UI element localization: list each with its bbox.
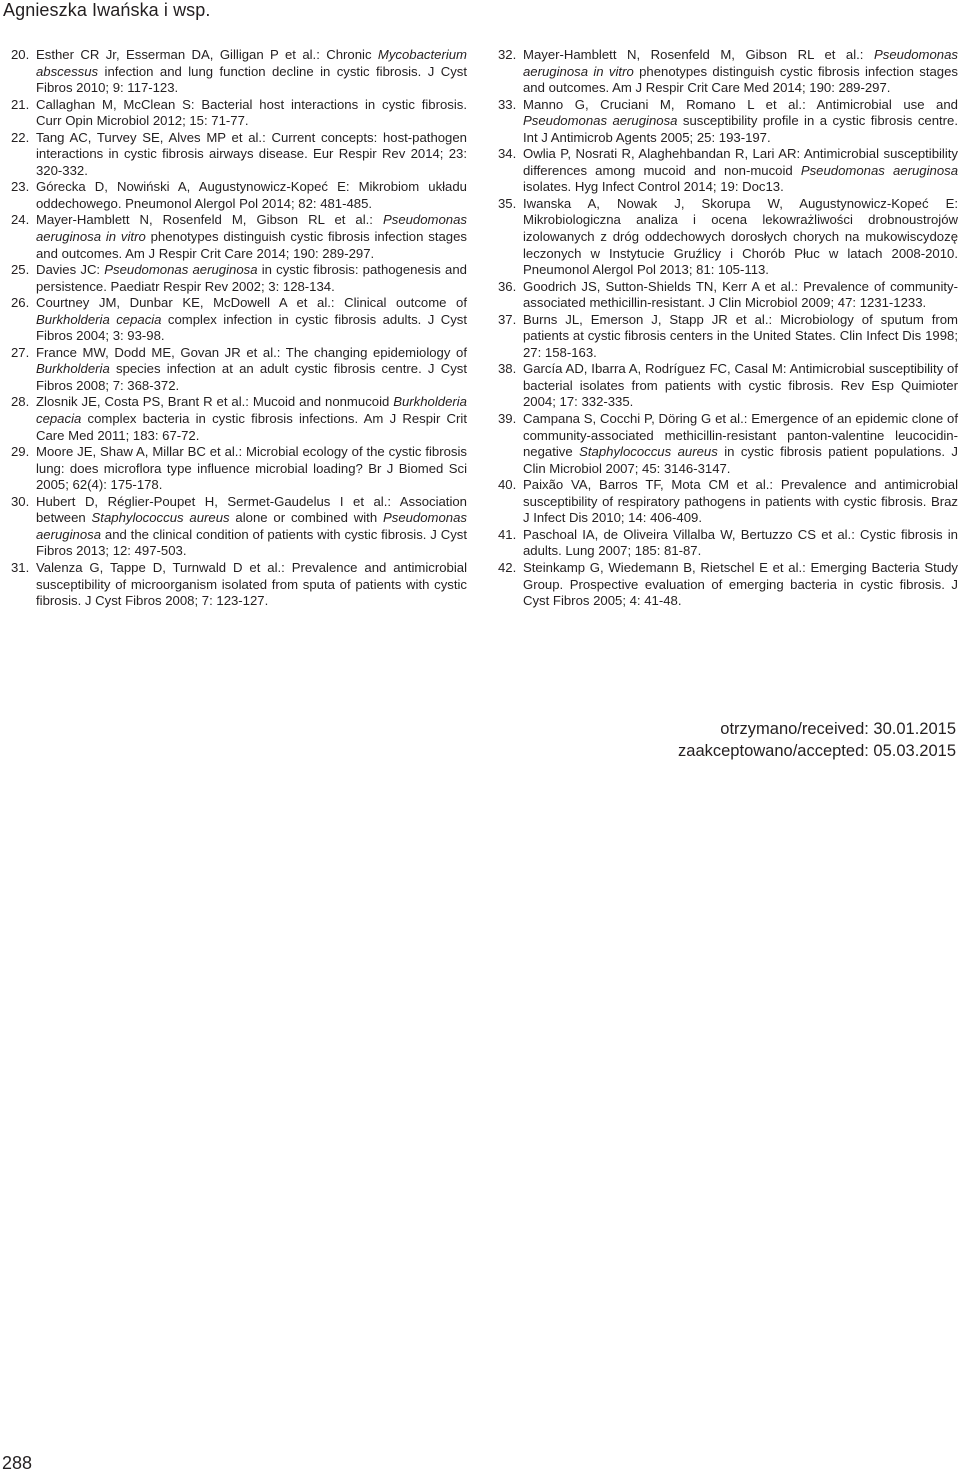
reference-text-segment: Davies JC: [36,262,105,278]
reference-text [523,477,958,527]
reference-text [523,146,958,196]
reference-text [36,560,467,610]
reference-italic-term: Pseudomonas aeruginosa [36,510,467,542]
reference-text-segment: Tang AC, Turvey SE, Alves MP et al.: Current concepts: host-pathogen interactions in cystic fibrosis airways disease. Eur Respir Rev 2014; 23: 320-332. [36,129,467,178]
reference-item [11,47,467,97]
reference-number: 33. [498,96,517,112]
reference-number: 24. [11,212,30,228]
reference-text-segment: in cystic fibrosis patient populations. J Clin Microbiol 2007; 45: 3146-3147. [523,444,958,476]
reference-item [498,279,958,312]
reference-text-segment: Hubert D, Réglier-Poupet H, Sermet-Gaudelus I et al.: Association between [36,493,467,526]
reference-text-segment: Valenza G, Tappe D, Turnwald D et al.: Prevalence and antimicrobial susceptibility of microorganism isolated from sputa of patients with cystic fibrosis. J Cyst Fibros 2008; 7: 123-127. [36,559,467,609]
reference-text-segment: complex bacteria in cystic fibrosis infections. Am J Respir Crit Care Med 2011; 183: 67-72. [36,411,467,443]
reference-text [36,97,467,130]
reference-text-segment: France MW, Dodd ME, Govan JR et al.: The changing epidemiology of [36,344,467,360]
reference-item [11,212,467,262]
reference-item [11,179,467,212]
reference-text [36,130,467,180]
reference-item [498,47,958,97]
reference-number: 34. [498,146,517,162]
reference-number: 29. [11,444,30,460]
references-left-column [11,47,467,610]
reference-number: 36. [498,278,517,294]
reference-text [523,411,958,477]
reference-number: 41. [498,526,517,542]
accepted-date: zaakceptowano/accepted: 05.03.2015 [678,742,956,760]
reference-item [11,345,467,395]
reference-text [523,279,958,312]
reference-text [523,47,958,97]
reference-text-segment: Mayer-Hamblett N, Rosenfeld M, Gibson RL et al.: [36,212,383,228]
reference-text-segment: isolates. Hyg Infect Control 2014; 19: Doc13. [523,179,784,195]
reference-text-segment: García AD, Ibarra A, Rodríguez FC, Casal M: Antimicrobial susceptibility of bacterial isolates from patients with cystic fibrosis. Rev Esp Quimioter 2004; 17: 332-335. [523,361,958,410]
reference-item [498,97,958,147]
reference-text-segment: susceptibility profile in a cystic fibrosis centre. Int J Antimicrob Agents 2005; 25: 193-197. [523,113,958,145]
reference-text-segment: in cystic fibrosis: pathogenesis and persistence. Paediatr Respir Rev 2002; 3: 128-134. [36,262,467,294]
reference-text-segment: species infection at an adult cystic fibrosis centre. J Cyst Fibros 2008; 7: 368-372. [36,361,467,393]
reference-item [11,295,467,345]
reference-text-segment: Paixão VA, Barros TF, Mota CM et al.: Prevalence and antimicrobial susceptibility of respiratory pathogens in patients with cystic fibrosis. Braz J Infect Dis 2010; 14: 406-409. [523,477,958,526]
reference-item [11,262,467,295]
received-accepted-block [678,718,956,762]
reference-text-segment: Paschoal IA, de Oliveira Villalba W, Bertuzzo CS et al.: Cystic fibrosis in adults. Lung 2007; 185: 81-87. [523,526,958,559]
reference-number: 38. [498,361,517,377]
reference-italic-term: Staphylococcus aureus [91,510,230,526]
reference-italic-term: Pseudomonas aeruginosa in vitro [523,47,958,79]
reference-italic-term: Pseudomonas aeruginosa [800,162,959,178]
reference-number: 37. [498,311,517,327]
reference-item [498,477,958,527]
reference-item [11,444,467,494]
reference-text [523,361,958,411]
reference-text-segment: Iwanska A, Nowak J, Skorupa W, Augustynowicz-Kopeć E: Mikrobiologiczna analiza i ocena lekowrażliwości drobnoustrojów izolowanych z dróg oddechowych dorosłych chorych na mukowiscydozę leczonych w Instytucie Gruźlicy i Chorób Płuc w latach 2008-2010. Pneumonol Alergol Pol 2013; 81: 105-113. [523,195,958,278]
reference-text [36,494,467,560]
reference-text-segment: Callaghan M, McClean S: Bacterial host interactions in cystic fibrosis. Curr Opin Microbiol 2012; 15: 71-77. [36,96,467,129]
reference-number: 32. [498,47,517,62]
reference-text-segment: and the clinical condition of patients with cystic fibrosis. J Cyst Fibros 2013; 12: 497-503. [36,526,467,559]
reference-item [498,411,958,477]
reference-italic-term: Burkholderia cepacia [36,394,467,427]
reference-italic-term: Staphylococcus aureus [579,444,718,460]
running-head: Agnieszka Iwańska i wsp. [3,0,211,20]
reference-text-segment: infection and lung function decline in cystic fibrosis. J Cyst Fibros 2010; 9: 117-123. [36,63,467,96]
reference-number: 28. [11,394,30,410]
reference-text [36,262,467,295]
reference-italic-term: Pseudomonas aeruginosa [523,113,678,129]
reference-italic-term: Pseudomonas aeruginosa in vitro [36,212,467,245]
reference-text-segment: Moore JE, Shaw A, Millar BC et al.: Microbial ecology of the cystic fibrosis lung: does microflora type influence microbial loading? Br J Biomed Sci 2005; 62(4): 175-178. [36,444,467,493]
reference-item [11,394,467,444]
reference-text-segment: complex infection in cystic fibrosis adults. J Cyst Fibros 2004; 3: 93-98. [36,311,468,344]
reference-item [498,527,958,560]
reference-text-segment: Manno G, Cruciani M, Romano L et al.: Antimicrobial use and [523,96,958,112]
reference-number: 21. [11,96,30,112]
reference-item [11,97,467,130]
reference-number: 27. [11,344,30,360]
reference-number: 22. [11,129,30,145]
reference-text-segment: Campana S, Cocchi P, Döring G et al.: Emergence of an epidemic clone of community-associated methicillin-resistant panton-valentine leucocidin-negative [523,411,958,460]
reference-text [523,312,958,362]
reference-item [498,560,958,610]
reference-text-segment: Courtney JM, Dunbar KE, McDowell A et al.: Clinical outcome of [36,295,467,311]
reference-text-segment: phenotypes distinguish cystic fibrosis infection stages and outcomes. Am J Respir Crit Care Med 2014; 190: 289-297. [523,63,958,96]
reference-text-segment: Mayer-Hamblett N, Rosenfeld M, Gibson RL et al.: [523,47,874,62]
reference-item [498,312,958,362]
reference-text [523,527,958,560]
reference-text [36,212,467,262]
reference-text-segment: Goodrich JS, Sutton-Shields TN, Kerr A et al.: Prevalence of community-associated methicillin-resistant. J Clin Microbiol 2009; 47: 1231-1233. [523,278,958,311]
reference-text-segment: alone or combined with [229,510,383,526]
reference-text [36,394,467,444]
reference-text [36,179,467,212]
reference-italic-term: Burkholderia cepacia [36,311,162,327]
reference-number: 35. [498,195,517,211]
reference-italic-term: Pseudomonas aeruginosa [104,262,258,278]
reference-text [523,196,958,279]
reference-number: 40. [498,477,517,493]
reference-item [498,146,958,196]
references-right-column [498,47,958,610]
reference-text [36,444,467,494]
reference-text [36,345,467,395]
reference-number: 42. [498,559,517,575]
reference-text [523,97,958,147]
reference-number: 39. [498,411,517,427]
reference-item [11,494,467,560]
reference-item [11,130,467,180]
reference-text-segment: Steinkamp G, Wiedemann B, Rietschel E et al.: Emerging Bacteria Study Group. Prospective evaluation of emerging bacteria in cystic fibrosis. J Cyst Fibros 2005; 4: 41-48. [523,559,958,609]
reference-italic-term: Mycobacterium abscessus [36,47,467,79]
reference-text [523,560,958,610]
reference-number: 31. [11,559,30,575]
reference-italic-term: Burkholderia [36,361,110,377]
reference-text-segment: Zlosnik JE, Costa PS, Brant R et al.: Mucoid and nonmucoid [36,394,394,410]
received-date: otrzymano/received: 30.01.2015 [720,720,956,738]
reference-number: 30. [11,493,30,509]
reference-text-segment: phenotypes distinguish cystic fibrosis infection stages and outcomes. Am J Respir Crit Care 2014; 190: 289-297. [36,229,467,261]
reference-item [11,560,467,610]
reference-text [36,295,467,345]
reference-text-segment: Owlia P, Nosrati R, Alaghehbandan R, Lari AR: Antimicrobial susceptibility differences among mucoid and non-mucoid [523,146,958,178]
reference-number: 26. [11,295,30,311]
reference-text [36,47,467,97]
reference-text-segment: Burns JL, Emerson J, Stapp JR et al.: Microbiology of sputum from patients at cystic fibrosis centers in the United States. Clin Infect Dis 1998; 27: 158-163. [523,311,958,360]
reference-text-segment: Esther CR Jr, Esserman DA, Gilligan P et al.: Chronic [36,47,378,62]
reference-item [498,196,958,279]
reference-item [498,361,958,411]
reference-number: 25. [11,262,30,278]
reference-number: 20. [11,47,30,62]
reference-text-segment: Górecka D, Nowiński A, Augustynowicz-Kopeć E: Mikrobiom układu oddechowego. Pneumonol Alergol Pol 2014; 82: 481-485. [36,179,467,211]
page-number: 288 [2,1453,33,1473]
reference-number: 23. [11,179,30,195]
